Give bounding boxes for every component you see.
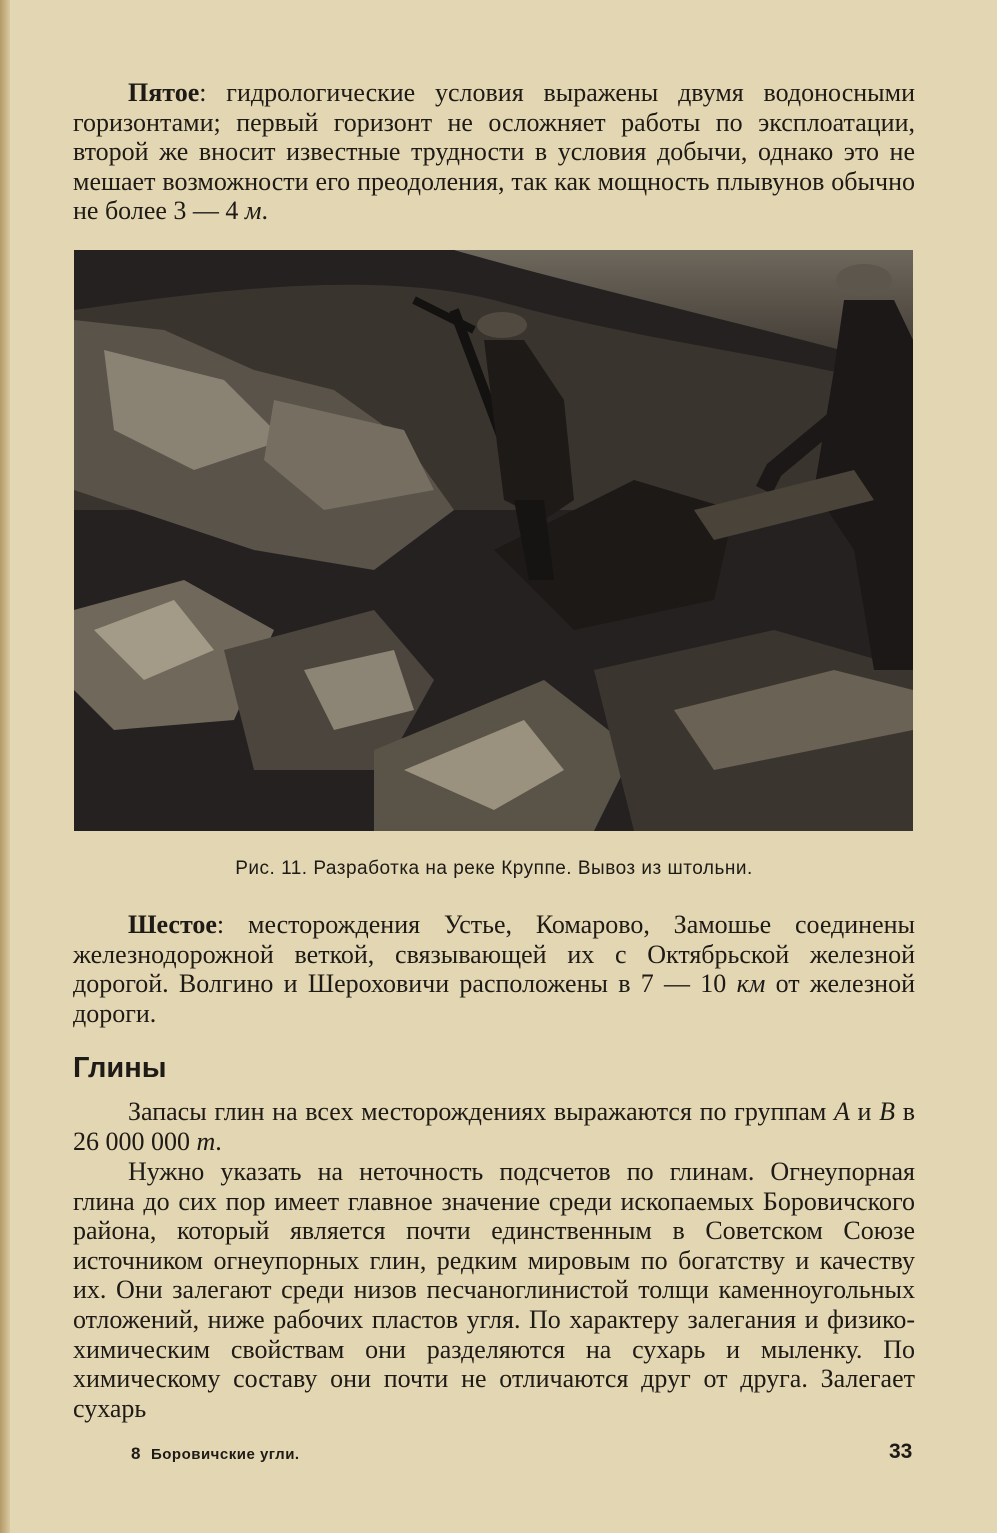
paragraph-six <box>73 910 915 1028</box>
paragraph-six-lead: Шестое <box>128 910 217 939</box>
paragraph-five-lead: Пятое <box>128 78 200 107</box>
page-number: 33 <box>889 1440 913 1463</box>
paragraph-six-text: : месторождения Устье, Комарово, Замошье соединены железнодорожной веткой, связывающей их с Октябрьской железной дорогой. Волгино и Шероховичи расположены в 7 — 10 <box>73 910 915 999</box>
page-edge <box>0 0 10 1533</box>
clay-reserves-end: . <box>215 1126 222 1156</box>
paragraph-five-end: . <box>261 196 268 226</box>
footer-signature <box>131 1444 300 1464</box>
figure-caption: Рис. 11. Разработка на реке Круппе. Вывоз из штольни. <box>235 858 753 879</box>
and-word: и <box>849 1097 880 1126</box>
clay-paragraph-text: Нужно указать на неточность подсчетов по глинам. Огнеупорная глина до сих пор имеет главное значение среди ископаемых Боровичского района, который является почти единственным в Советском Союзе источником огнеупорных глин, редким мировым по богатству и качеству их. Они залегают среди низов песчаноглинистой толщи каменноугольных отложений, ниже рабочих пластов угля. По характеру залегания и физико-химическим свойствам они разделяются на сухарь и мыленку. По химическому составу они почти не отличаются друг от друга. Залегает сухарь <box>73 1157 915 1423</box>
signature-number: 8 <box>131 1444 141 1463</box>
signature-text: Боровичские угли. <box>150 1446 300 1463</box>
paragraph-five <box>73 78 915 226</box>
quarry-photo <box>74 250 913 831</box>
paragraph-six-end: от железной дороги. <box>73 969 915 1028</box>
photo-figure <box>74 250 913 831</box>
group-a: А <box>834 1097 850 1126</box>
clay-amount: в 26 000 000 <box>73 1097 915 1156</box>
clay-paragraph <box>73 1157 915 1423</box>
clay-reserves-paragraph <box>73 1097 915 1156</box>
paragraph-six-unit: км <box>736 969 766 999</box>
section-heading: Глины <box>73 1052 167 1084</box>
paragraph-five-text: : гидрологические условия выражены двумя водоносными горизонтами; первый горизонт не осложняет работы по эксплоатации, второй же вносит известные трудности в условия добычи, однако это не мешает возможности его преодоления, так как мощность плывунов обычно не более 3 — 4 <box>73 78 915 226</box>
paragraph-five-unit: м <box>244 196 262 226</box>
clay-unit: т <box>196 1126 216 1156</box>
group-b: В <box>879 1097 896 1126</box>
clay-reserves-text: Запасы глин на всех месторождениях выражаются по группам <box>128 1097 834 1126</box>
